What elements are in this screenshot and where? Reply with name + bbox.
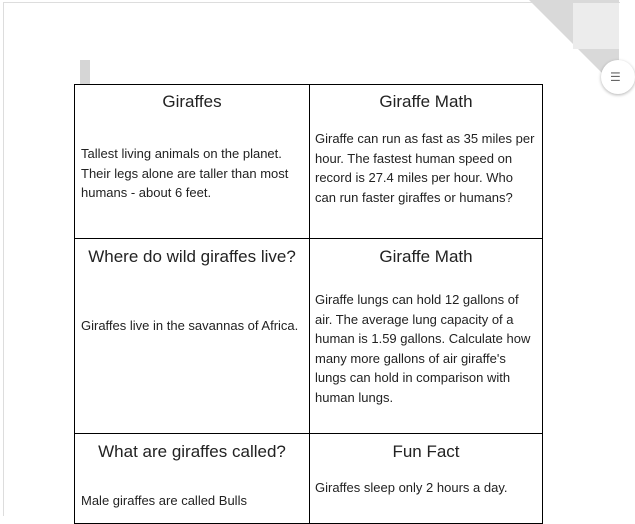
cell-body: Giraffes live in the savannas of Africa. (81, 318, 299, 333)
row-divider (75, 238, 542, 239)
cursor-margin-marker (80, 60, 90, 84)
cell-body: Giraffes sleep only 2 hours a day. (315, 480, 508, 495)
cell-title: What are giraffes called? (98, 442, 286, 461)
cell-body: Giraffe can run as fast as 35 miles per hour. The fastest human speed on record is 27.4 miles per hour. Who can run faster giraffes or humans? (315, 131, 535, 205)
cell-title: Giraffe Math (379, 92, 473, 111)
cell-title: Giraffes (162, 92, 222, 111)
cell-title: Where do wild giraffes live? (88, 247, 296, 266)
cell-title: Fun Fact (392, 442, 460, 461)
cell-title: Giraffe Math (379, 247, 473, 266)
cell-body: Male giraffes are called Bulls (81, 493, 247, 508)
cell-body: Tallest living animals on the planet. Their legs alone are taller than most humans - about 6 feet. (81, 146, 289, 200)
comment-icon[interactable]: ☰ (601, 60, 635, 94)
fact-table (74, 84, 543, 524)
row-divider (75, 433, 542, 434)
cell-body: Giraffe lungs can hold 12 gallons of air. The average lung capacity of a human is 1.59 gallons. Calculate how many more gallons of air giraffe's lungs can hold in comparison with human lungs. (315, 292, 531, 405)
page-fold-flap (573, 3, 619, 49)
